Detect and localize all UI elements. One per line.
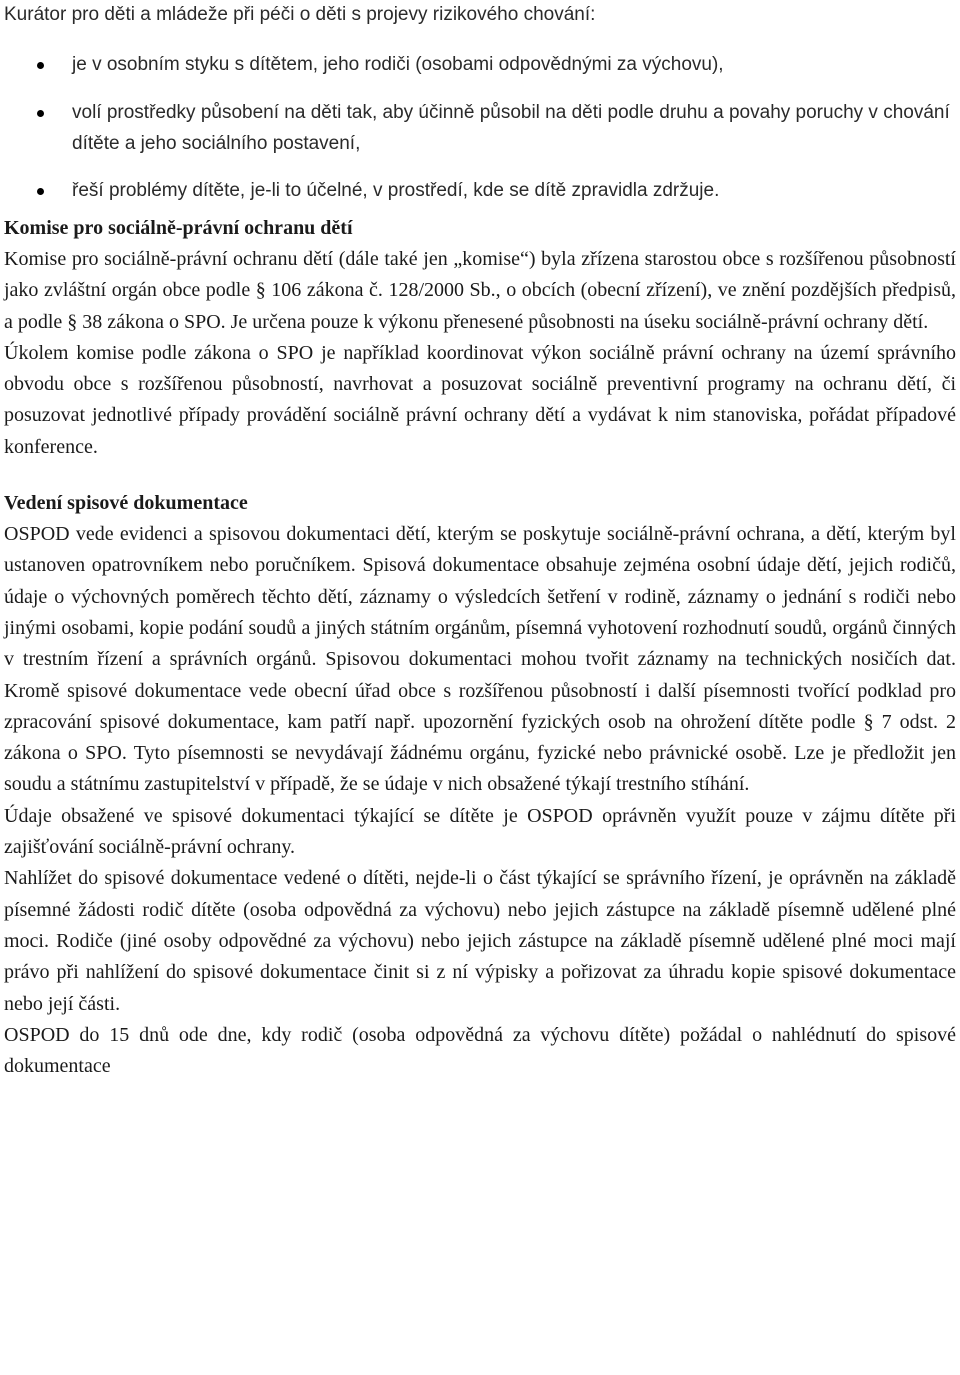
bullet-item: volí prostředky působení na děti tak, aby účinně působil na děti podle druhu a povahy poruchy v chování dítěte a jeho sociálního postavení,	[4, 97, 956, 159]
paragraph-vedeni-1: OSPOD vede evidenci a spisovou dokumentaci dětí, kterým se poskytuje sociálně-právní ochrana, a dětí, kterým byl ustanoven opatrovníkem nebo poručníkem. Spisová dokumentace obsahuje zejména osobní údaje dětí, jejich rodičů, údaje o výchovných poměrech těchto dětí, záznamy o výsledcích šetření v rodině, záznamy o jednání s rodiči nebo jinými osobami, kopie podání soudů a jiných státním orgánům, písemná vyhotovení rozhodnutí soudů, orgánů činných v trestním řízení a správních orgánů. Spisovou dokumentaci mohou tvořit záznamy na technických nosičích dat. Kromě spisové dokumentace vede obecní úřad obce s rozšířenou působností i další písemnosti tvořící podklad pro zpracování spisové dokumentace, kam patří např. upozornění fyzických osob na ohrožení dítěte podle § 7 odst. 2 zákona o SPO. Tyto písemnosti se nevydávají žádnému orgánu, fyzické nebo právnické osobě. Lze je předložit jen soudu a státnímu zastupitelství v případě, že se údaje v nich obsažené týkají trestního stíhání.	[4, 523, 956, 796]
section-heading-vedeni: Vedení spisové dokumentace	[4, 492, 248, 515]
bullet-item: je v osobním styku s dítětem, jeho rodiči (osobami odpovědnými za výchovu),	[4, 49, 956, 80]
paragraph-vedeni-3: Nahlížet do spisové dokumentace vedené o dítěti, nejde-li o část týkající se správního řízení, je oprávněn na základě písemné žádosti rodič dítěte (osoba odpovědná za výchovu) nebo jejich zástupce na základě písemně udělené plné moci. Rodiče (jiné osoby odpovědné za výchovu) nebo jejich zástupce na základě písemně udělené plné moci mají právo při nahlížení do spisové dokumentace činit si z ní výpisky a pořizovat za úhradu kopie spisové dokumentace nebo její části.	[4, 867, 956, 1015]
paragraph-vedeni-2: Údaje obsažené ve spisové dokumentaci týkající se dítěte je OSPOD oprávněn využít pouze v zájmu dítěte při zajišťování sociálně-právní ochrany.	[4, 804, 956, 859]
paragraph-komise-1: Komise pro sociálně-právní ochranu dětí (dále také jen „komise“) byla zřízena starostou obce s rozšířenou působností jako zvláštní orgán obce podle § 106 zákona č. 128/2000 Sb., o obcích (obecní zřízení), ve znění pozdějších předpisů, a podle § 38 zákona o SPO. Je určena pouze k výkonu přenesené působnosti na úseku sociálně-právní ochrany dětí.	[4, 248, 956, 333]
bullet-item: řeší problémy dítěte, je-li to účelné, v prostředí, kde se dítě zpravidla zdržuje.	[4, 175, 956, 206]
intro-text: Kurátor pro děti a mládeže při péči o děti s projevy rizikového chování:	[4, 4, 596, 25]
paragraph-vedeni-4: OSPOD do 15 dnů ode dne, kdy rodič (osoba odpovědná za výchovu dítěte) požádal o nahlédnutí do spisové dokumentace	[4, 1023, 956, 1078]
paragraph-komise-2: Úkolem komise podle zákona o SPO je například koordinovat výkon sociálně právní ochrany na území správního obvodu obce s rozšířenou působností, navrhovat a posuzovat sociálně preventivní programy na ochranu dětí, či posuzovat jednotlivé případy provádění sociálně právní ochrany dětí a vydávat k nim stanoviska, pořádat případové konference.	[4, 341, 956, 458]
section-heading-komise: Komise pro sociálně-právní ochranu dětí	[4, 217, 353, 239]
bullet-list	[4, 49, 956, 206]
